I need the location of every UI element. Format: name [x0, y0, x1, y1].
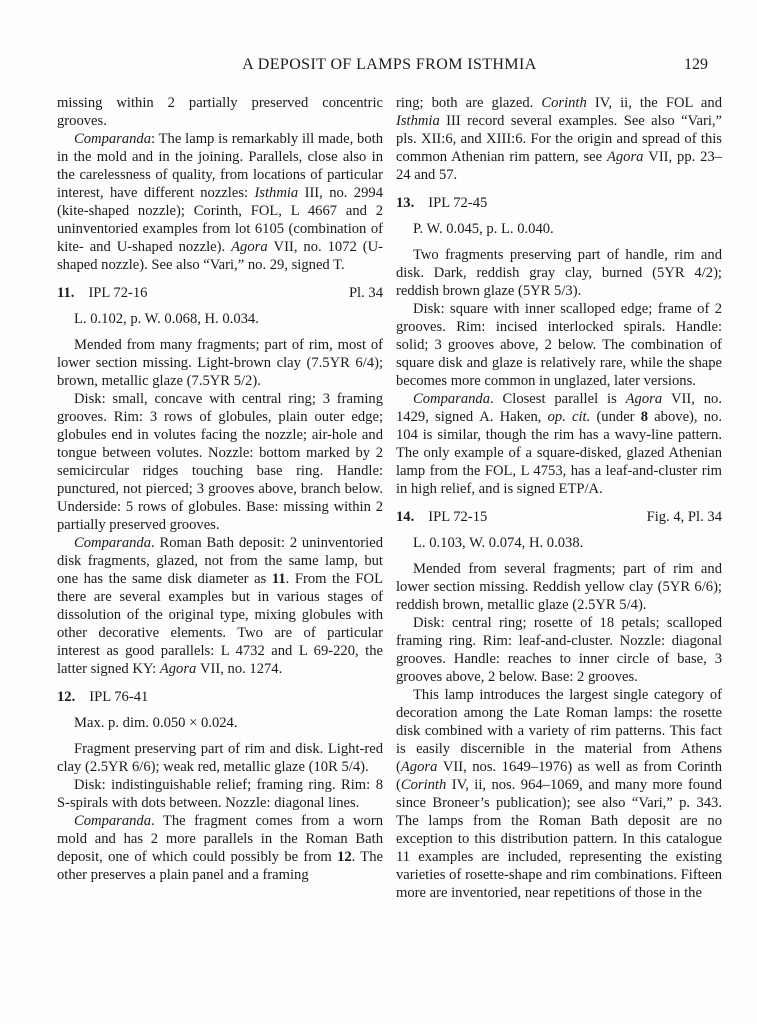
paragraph: Comparanda: The lamp is remarkably ill made, both in the mold and in the joining. Parallels, close also in the carelessness of quality, from locations of particular interest, have different nozzles: Isthmia III, no. 2994 (kite-shaped nozzle); Corinth, FOL, L 4667 and 2 uninventoried examples from lot 6105 (combination of kite- and U-shaped nozzle). Agora VII, no. 1072 (U-shaped nozzle). See also “Vari,” no. 29, signed T.	[57, 131, 383, 273]
catalogue-entry-id	[57, 688, 148, 706]
inventory-number: IPL 72-45	[428, 195, 488, 211]
dimensions-line: P. W. 0.045, p. L. 0.040.	[413, 221, 554, 237]
inventory-number: IPL 72-15	[428, 509, 488, 525]
paragraph: Disk: small, concave with central ring; 3 framing grooves. Rim: 3 rows of globules, plain outer edge; globules end in volutes facing the nozzle; air-hole and tongue between volutes. Nozzle: bottom marked by 2 semicircular ridges touching base ring. Handle: punctured, not pierced; 3 grooves above, branch below. Underside: 5 rows of globules. Base: missing within 2 partially preserved grooves.	[57, 391, 383, 533]
running-head	[57, 56, 722, 75]
right-column	[396, 94, 722, 902]
catalogue-entry-heading	[396, 508, 722, 526]
paragraph: Disk: central ring; rosette of 18 petals; scalloped framing ring. Rim: leaf-and-cluster. Nozzle: diagonal grooves. Handle: reaches to inner circle of base, 3 grooves above, 2 below. Base: 2 grooves.	[396, 615, 722, 685]
catalogue-entry-number: 14.	[396, 509, 415, 525]
paragraph: Fragment preserving part of rim and disk. Light-red clay (2.5YR 6/6); weak red, metallic glaze (10R 5/4).	[57, 741, 383, 775]
dimensions-line: L. 0.103, W. 0.074, H. 0.038.	[413, 535, 584, 551]
catalogue-entry-number: 12.	[57, 689, 76, 705]
dimensions-line: L. 0.102, p. W. 0.068, H. 0.034.	[74, 311, 259, 327]
inventory-number: IPL 76-41	[89, 689, 149, 705]
paragraph: ring; both are glazed. Corinth IV, ii, the FOL and Isthmia III record several examples. See also “Vari,” pls. XII:6, and XIII:6. For the origin and spread of this common Athenian rim pattern, see Agora VII, pp. 23–24 and 57.	[396, 95, 723, 183]
paragraph: This lamp introduces the largest single category of decoration among the Late Roman lamps: the rosette disk combined with a variety of rim patterns. This fact is easily discernible in the material from Athens (Agora VII, nos. 1649–1976) as well as from Corinth (Corinth IV, ii, nos. 964–1069, and many more found since Broneer’s publication); see also “Vari,” p. 343. The lamps from the Roman Bath deposit are no exception to this distribution pattern. In this catalogue 11 examples are included, representing the existing varieties of rosette-shape and rim combinations. Fifteen more are inventoried, near repetitions of those in the	[396, 687, 722, 901]
page-number: 129	[684, 56, 708, 73]
paragraph: Disk: indistinguishable relief; framing ring. Rim: 8 S-spirals with dots between. Nozzle: diagonal lines.	[57, 777, 383, 811]
paragraph: Mended from several fragments; part of rim and lower section missing. Reddish yellow clay (5YR 6/6); reddish brown, metallic glaze (2.5YR 5/4).	[396, 561, 722, 613]
left-column	[57, 94, 383, 902]
catalogue-entry-heading	[57, 688, 383, 706]
catalogue-entry-heading	[57, 284, 383, 302]
catalogue-entry-number: 13.	[396, 195, 415, 211]
paragraph: Two fragments preserving part of handle, rim and disk. Dark, reddish gray clay, burned (5YR 4/2); reddish brown glaze (5YR 5/3).	[396, 247, 722, 299]
catalogue-entry-heading	[396, 194, 722, 212]
paragraph: Comparanda. The fragment comes from a worn mold and has 2 more parallels in the Roman Bath deposit, one of which could possibly be from 12. The other preserves a plain panel and a framing	[57, 813, 383, 883]
catalogue-entry-id	[57, 284, 147, 302]
text-columns	[57, 94, 722, 902]
paragraph: Disk: square with inner scalloped edge; frame of 2 grooves. Rim: incised interlocked spirals. Handle: solid; 3 grooves above, 2 below. The combination of square disk and glaze is relatively rare, while the shape becomes more common in unglazed, later versions.	[396, 301, 722, 389]
inventory-number: IPL 72-16	[88, 285, 148, 301]
catalogue-entry-id	[396, 508, 487, 526]
plate-reference: Pl. 34	[348, 285, 383, 301]
paragraph: Mended from many fragments; part of rim, most of lower section missing. Light-brown clay (7.5YR 6/4); brown, metallic glaze (7.5YR 5/2).	[57, 337, 383, 389]
dimensions-line: Max. p. dim. 0.050 × 0.024.	[74, 715, 238, 731]
catalogue-entry-number: 11.	[57, 285, 75, 301]
paragraph: Comparanda. Roman Bath deposit: 2 uninventoried disk fragments, glazed, not from the same lamp, but one has the same disk diameter as 11. From the FOL there are several examples but in various stages of dissolution of the original type, mixing globules with other decorative elements. Two are of particular interest as good parallels: L 4732 and L 69-220, the latter signed KY: Agora VII, no. 1274.	[57, 535, 383, 677]
paragraph: missing within 2 partially preserved concentric grooves.	[57, 95, 383, 129]
plate-reference: Fig. 4, Pl. 34	[646, 509, 722, 525]
page-header-title: A DEPOSIT OF LAMPS FROM ISTHMIA	[242, 56, 537, 73]
catalogue-entry-id	[396, 194, 487, 212]
paragraph: Comparanda. Closest parallel is Agora VII, no. 1429, signed Α. Haken, op. cit. (under 8 above), no. 104 is similar, though the rim has a wavy-line pattern. The only example of a square-disked, glazed Athenian lamp from the FOL, L 4753, has a leaf-and-cluster rim in high relief, and is signed ΕΤΡ/Α.	[396, 391, 722, 497]
